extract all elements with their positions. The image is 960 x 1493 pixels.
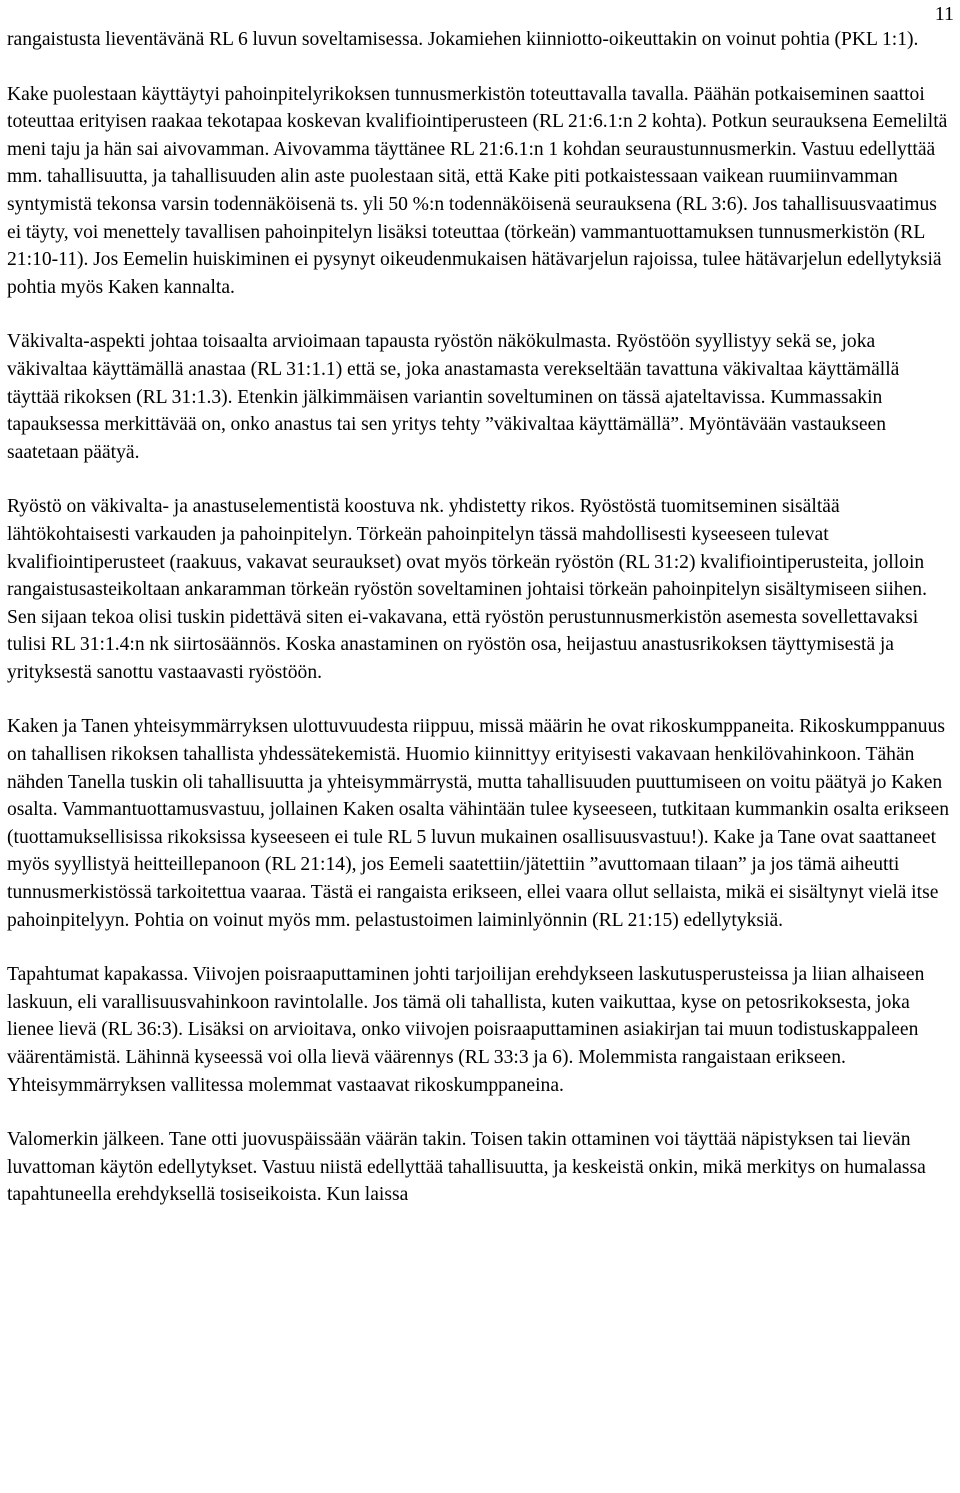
document-body	[7, 26, 955, 1209]
paragraph: Valomerkin jälkeen. Tane otti juovuspäissään väärän takin. Toisen takin ottaminen voi täyttää näpistyksen tai lievän luvattoman käytön edellytykset. Vastuu niistä edellyttää tahallisuutta, ja keskeistä onkin, mikä merkitys on humalassa tapahtuneella erehdyksellä tosiseikoista. Kun laissa	[7, 1129, 926, 1206]
page-number: 11	[934, 3, 954, 25]
paragraph: Väkivalta-aspekti johtaa toisaalta arvioimaan tapausta ryöstön näkökulmasta. Ryöstöön syyllistyy sekä se, joka väkivaltaa käyttämällä anastaa (RL 31:1.1) että se, joka anastamasta verekseltään tavattuna väkivaltaa käyttämällä täyttää rikoksen (RL 31:1.3). Etenkin jälkimmäisen variantin soveltuminen on tässä ajateltavissa. Kummassakin tapauksessa merkittävää on, onko anastus tai sen yritys tehty ”väkivaltaa käyttämällä”. Myöntävään vastaukseen saatetaan päätyä.	[7, 331, 900, 463]
paragraph: Tapahtumat kapakassa. Viivojen poisraaputtaminen johti tarjoilijan erehdykseen laskutusperusteissa ja liian alhaiseen laskuun, eli varallisuusvahinkoon ravintolalle. Jos tämä oli tahallista, kuten vaikuttaa, kyse on petosrikoksesta, joka lienee lievä (RL 36:3). Lisäksi on arvioitava, onko viivojen poisraaputtaminen asiakirjan tai muun todistuskappaleen väärentämistä. Lähinnä kyseessä voi olla lievä väärennys (RL 33:3 ja 6). Molemmista rangaistaan erikseen. Yhteisymmärryksen vallitessa molemmat vastaavat rikoskumppaneina.	[7, 964, 925, 1096]
paragraph: Kaken ja Tanen yhteisymmärryksen ulottuvuudesta riippuu, missä määrin he ovat rikoskumppaneita. Rikoskumppanuus on tahallisen rikoksen tahallista yhdessätekemistä. Huomio kiinnittyy erityisesti vakavaan henkilövahinkoon. Tähän nähden Tanella tuskin oli tahallisuutta ja yhteisymmärrystä, mutta tahallisuuden puuttumiseen on voitu päätyä jo Kaken osalta. Vammantuottamusvastuu, jollainen Kaken osalta vähintään tulee kyseeseen, tutkitaan kummankin osalta erikseen (tuottamuksellisissa rikoksissa kyseeseen ei tule RL 5 luvun mukainen osallisuusvastuu!). Kake ja Tane ovat saattaneet myös syyllistyä heitteillepanoon (RL 21:14), jos Eemeli saatettiin/jätettiin ”avuttomaan tilaan” ja jos tämä aiheutti tunnusmerkistössä tarkoitettua vaaraa. Tästä ei rangaista erikseen, ellei vaara ollut sellaista, mikä ei sisältynyt vielä itse pahoinpitelyyn. Pohtia on voinut myös mm. pelastustoimen laiminlyönnin (RL 21:15) edellytyksiä.	[7, 716, 950, 931]
paragraph: Ryöstö on väkivalta- ja anastuselementistä koostuva nk. yhdistetty rikos. Ryöstöstä tuomitseminen sisältää lähtökohtaisesti varkauden ja pahoinpitelyn. Törkeän pahoinpitelyn tässä mahdollisesti kyseeseen tulevat kvalifiointiperusteet (raakuus, vakavat seuraukset) ovat myös törkeän ryöstön (RL 31:2) kvalifiointiperusteita, jolloin rangaistusasteikoltaan ankaramman törkeän ryöstön soveltaminen johtaisi törkeän pahoinpitelyn sisältymiseen siihen. Sen sijaan tekoa olisi tuskin pidettävä siten ei-vakavana, että ryöstön perustunnusmerkistön asemesta sovellettavaksi tulisi RL 31:1.4:n nk siirtosäännös. Koska anastaminen on ryöstön osa, heijastuu anastusrikoksen täyttymisestä ja yrityksestä sanottu vastaavasti ryöstöön.	[7, 496, 927, 683]
paragraph: rangaistusta lieventävänä RL 6 luvun soveltamisessa. Jokamiehen kiinniotto-oikeuttakin on voinut pohtia (PKL 1:1).	[7, 29, 919, 50]
paragraph: Kake puolestaan käyttäytyi pahoinpitelyrikoksen tunnusmerkistön toteuttavalla tavalla. Päähän potkaiseminen saattoi toteuttaa erityisen raakaa tekotapaa koskevan kvalifiointiperusteen (RL 21:6.1:n 2 kohta). Potkun seurauksena Eemeliltä meni taju ja hän sai aivovamman. Aivovamma täyttänee RL 21:6.1:n 1 kohdan seuraustunnusmerkin. Vastuu edellyttää mm. tahallisuutta, ja tahallisuuden alin aste puolestaan sitä, että Kake piti potkaistessaan vaikean ruumiinvamman syntymistä tekonsa varsin todennäköisenä ts. yli 50 %:n todennäköisenä seurauksena (RL 3:6). Jos tahallisuusvaatimus ei täyty, voi menettely tavallisen pahoinpitelyn lisäksi toteuttaa (törkeän) vammantuottamuksen tunnusmerkistön (RL 21:10-11). Jos Eemelin huiskiminen ei pysynyt oikeudenmukaisen hätävarjelun rajoissa, tulee hätävarjelun edellytyksiä pohtia myös Kaken kannalta.	[7, 83, 948, 298]
